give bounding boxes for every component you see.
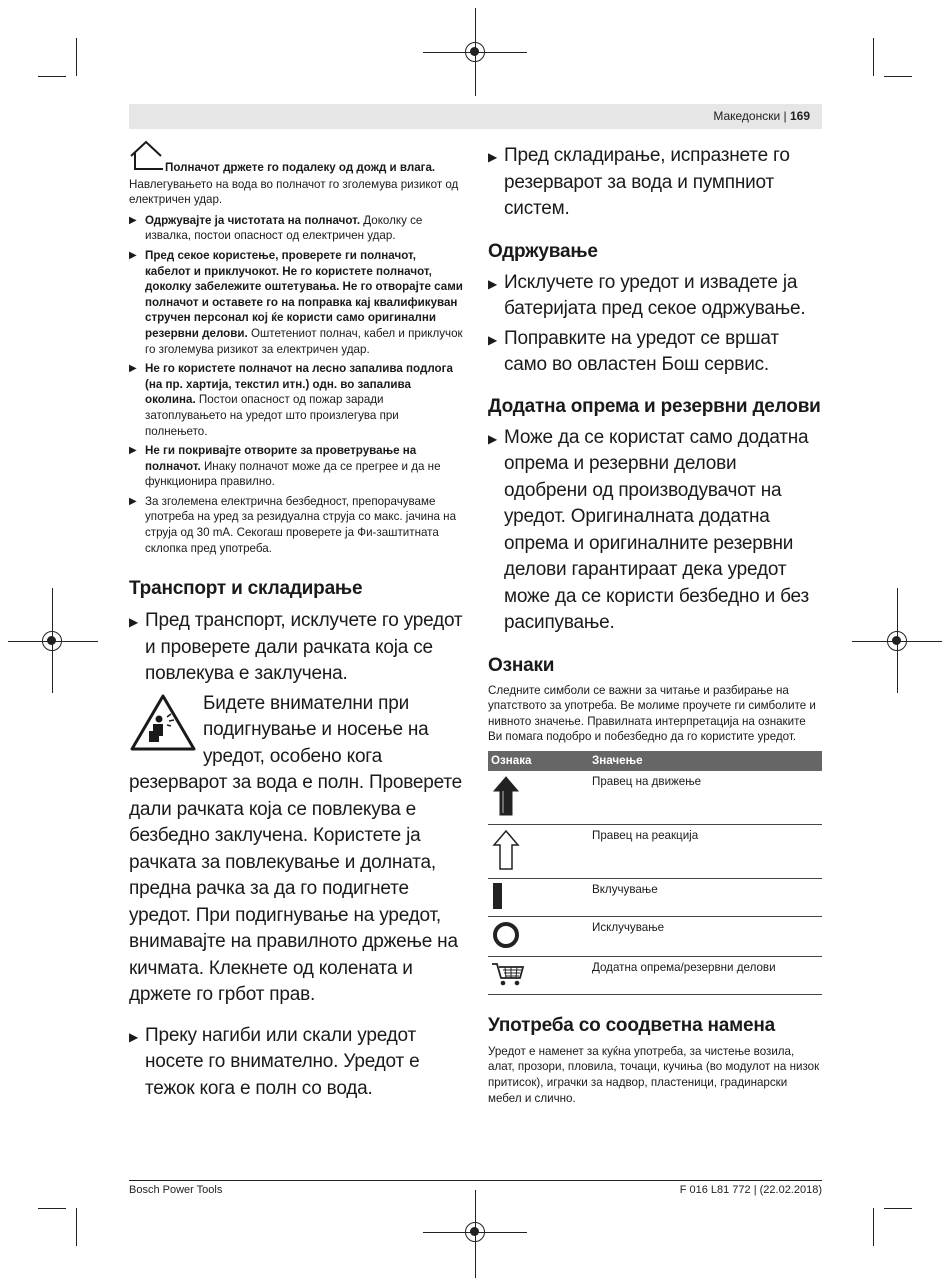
intended-use-text: Уредот е наменет за куќна употреба, за чистење возила, алат, прозори, пловила, точаци, кучиња (во модулот на низок притисок), играчки за надвор, пластеници, градинарски мебел и слично. — [488, 1044, 820, 1105]
symbols-heading: Ознаки — [488, 654, 555, 676]
registration-mark-icon — [42, 631, 62, 651]
registration-mark-icon — [465, 42, 485, 62]
warning-block — [129, 143, 464, 176]
crop-mark — [884, 76, 912, 77]
maintenance-heading: Одржување — [488, 240, 598, 262]
meaning-cell: Вклучување — [589, 878, 822, 916]
footer-doc-id: F 016 L81 772 | (22.02.2018) — [679, 1184, 822, 1196]
warning-text: Навлегувањето на вода во полначот го зголемува ризикот од електричен удар. — [129, 177, 459, 207]
off-circle-icon — [491, 921, 521, 949]
registration-mark-icon — [465, 1222, 485, 1242]
filled-arrow-up-icon — [491, 775, 521, 817]
symbols-table — [488, 751, 822, 995]
page-number: 169 — [789, 109, 810, 123]
table-header-row — [488, 751, 822, 771]
list-item: ▶ Не го користете полначот на лесно запалива подлога (на пр. хартија, текстил итн.) одн. во запалива околина. Постои опасност од пожар заради затоплувањето на уредот што произлегува при полнењето. — [129, 361, 464, 439]
outline-arrow-up-icon — [491, 829, 521, 871]
accessories-bullet: ▶ Може да се користат само додатна опрема и резервни делови одобрени од производувачот на уредот. Оригиналната додатна опрема и оригиналните резервни делови гарантираат дека уредот може да се користи безбедно и без расипување. — [488, 425, 823, 637]
list-item: ▶ За зголемена електрична безбедност, препорачуваме употреба на уред за резидуална струја со макс. јачина на струја од 30 mA. Секогаш проверете ја Фи-заштитната склопка пред употреба. — [129, 494, 464, 556]
table-row — [488, 824, 822, 878]
header-language: Македонски — [713, 109, 781, 123]
storage-bullet: ▶ Пред складирање, испразнете го резерварот за вода и пумпниот систем. — [488, 143, 823, 223]
right-column — [488, 143, 823, 1106]
transport-bullet: ▶ Пред транспорт, исклучете го уредот и проверете дали рачката која се повлекува е заклучена. — [129, 608, 464, 688]
footer-rule — [129, 1180, 822, 1181]
heavy-lift-warning-icon — [129, 693, 197, 753]
left-column — [129, 143, 464, 1102]
meaning-cell: Правец на движење — [589, 771, 822, 825]
table-row — [488, 771, 822, 825]
list-item: ▶ Пред секое користење, проверете ги полначот, кабелот и приклучокот. Не го користете полначот, доколку забележите оштетувања. Не го отворајте сами полначот и оставете го на поправка кај квалификуван стручен персонал кој ќе користи само оригинални резервни делови. Оштетениот полнач, кабел и приклучок го зголемува ризикот за електричен удар. — [129, 248, 464, 357]
table-row — [488, 956, 822, 994]
lift-warning-block — [129, 691, 464, 771]
shopping-cart-icon — [491, 961, 525, 987]
crop-mark — [873, 1208, 874, 1246]
safety-bullet-list — [129, 213, 464, 556]
crop-mark — [76, 38, 77, 76]
lift-text-a: Бидете внимателни при подигнување и носење на уредот, особено кога — [203, 692, 429, 767]
crop-mark — [884, 1208, 912, 1209]
symbols-intro: Следните симболи се важни за читање и разбирање на упатството за употреба. Ве молиме проучете ги симболите и нивното значење. Правилната интерпретација на ознаките Ви помага подобро и побезбедно да го користите уредот. — [488, 683, 816, 744]
table-row — [488, 916, 822, 956]
column-header-meaning: Значење — [589, 751, 822, 771]
crop-mark — [38, 76, 66, 77]
list-item: ▶ Не ги покривајте отворите за проветрување на полначот. Инаку полначот може да се прегрее и да не функционира правилно. — [129, 443, 464, 490]
house-icon — [129, 139, 165, 171]
crop-mark — [76, 1208, 77, 1246]
on-bar-icon — [491, 883, 521, 909]
header-label: Македонски | 169 — [713, 109, 810, 123]
registration-mark-icon — [887, 631, 907, 651]
column-header-symbol: Ознака — [488, 751, 589, 771]
table-row — [488, 878, 822, 916]
list-item: ▶ Исклучете го уредот и извадете ја батеријата пред секое одржување. — [488, 270, 823, 323]
meaning-cell: Правец на реакција — [589, 824, 822, 878]
meaning-cell: Додатна опрема/резервни делови — [589, 956, 822, 994]
crop-mark — [38, 1208, 66, 1209]
page-header — [129, 104, 822, 129]
slope-bullet: ▶ Преку нагиби или скали уредот носете го внимателно. Уредот е тежок кога е полн со вода. — [129, 1023, 464, 1103]
accessories-heading: Додатна опрема и резервни делови — [488, 395, 821, 417]
lift-text-b: резерварот за вода е полн. Проверете дали рачката која се повлекува е безбедно заклучена. Користете ја рачката за повлекување и долната, предна рачка за да го подигнете уредот. При подигнување на уредот, внимавајте на правилното држење на кичмата. Клекнете од колената и држете го грбот прав. — [129, 772, 463, 1006]
footer-brand: Bosch Power Tools — [129, 1184, 223, 1196]
warning-title: Полначот држете го подалеку од дожд и влага. — [165, 161, 436, 174]
meaning-cell: Исклучување — [589, 916, 822, 956]
intended-use-heading: Употреба со соодветна намена — [488, 1014, 776, 1036]
list-item: ▶ Поправките на уредот се вршат само во овластен Бош сервис. — [488, 326, 823, 379]
transport-heading: Транспорт и складирање — [129, 578, 363, 600]
list-item: ▶ Одржувајте ја чистотата на полначот. Доколку се извалка, постои опасност од електричен удар. — [129, 213, 464, 244]
crop-mark — [873, 38, 874, 76]
